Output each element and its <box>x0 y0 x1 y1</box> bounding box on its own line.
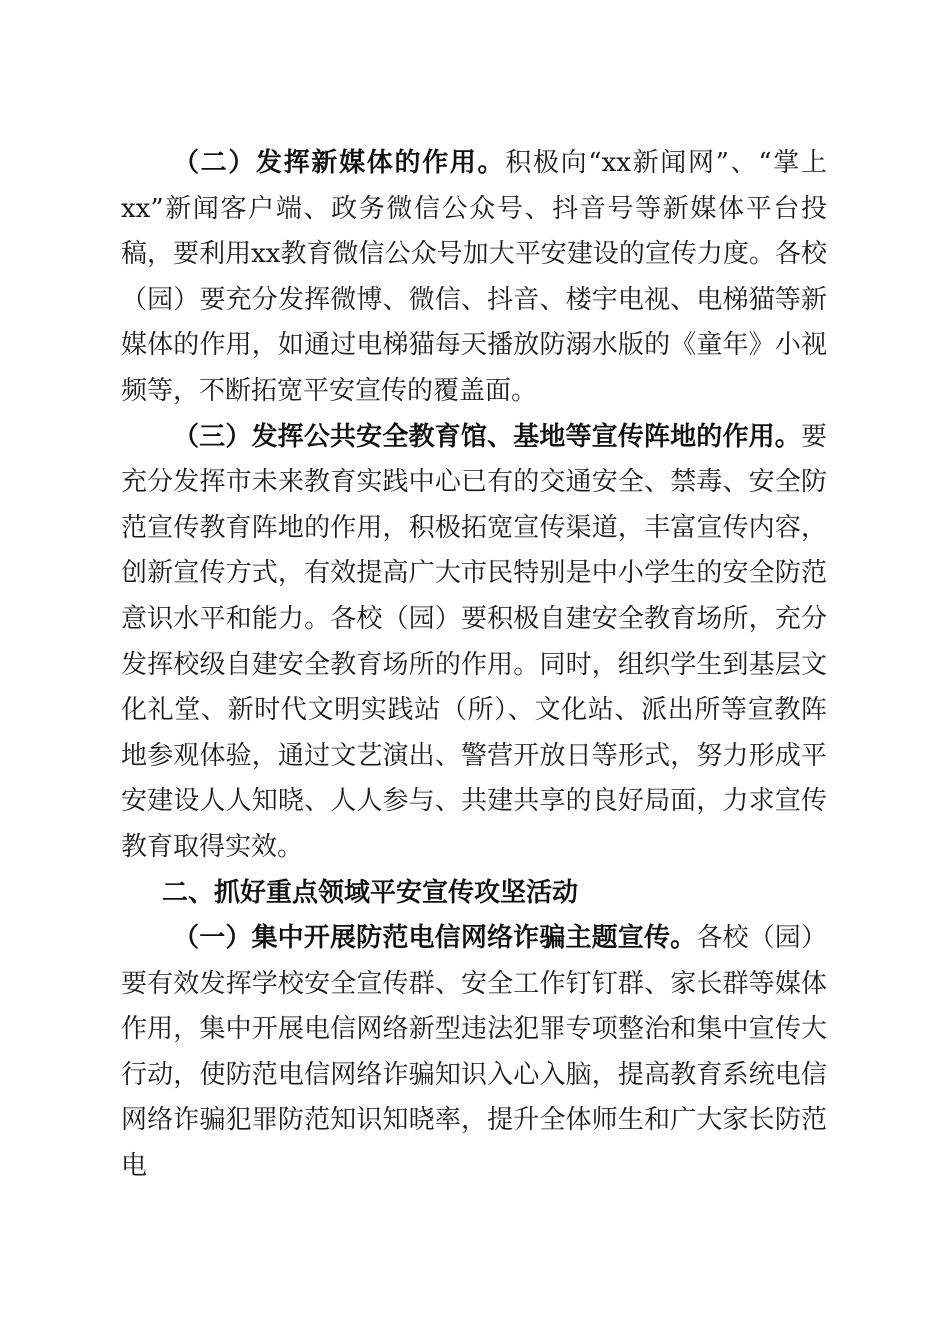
paragraph-text: 各校（园）要有效发挥学校安全宣传群、安全工作钉钉群、家长群等媒体作用，集中开展电信网络新型违法犯罪专项整治和集中宣传大行动，使防范电信网络诈骗知识入心入脑，提高教育系统电信网络诈骗犯罪防范知识知晓率，提升全体师生和广大家长防范电 <box>121 923 827 1182</box>
paragraph-text: 积极向“xx新闻网”、“掌上xx”新闻客户端、政务微信公众号、抖音号等新媒体平台投稿，要利用xx教育微信公众号加大平安建设的宣传力度。各校（园）要充分发挥微博、微信、抖音、楼宇电视、电梯猫等新媒体的作用，如通过电梯猫每天播放防溺水版的《童年》小视频等，不断拓宽平安宣传的覆盖面。 <box>121 148 827 406</box>
paragraph-new-media <box>121 141 827 415</box>
paragraph-education-base <box>121 415 827 871</box>
paragraph-lead: （二）发挥新媒体的作用。 <box>173 148 506 178</box>
paragraph-telecom-fraud <box>121 916 827 1190</box>
document-body <box>121 141 827 1190</box>
section-heading: 二、抓好重点领域平安宣传攻坚活动 <box>162 877 579 908</box>
paragraph-lead: （一）集中开展防范电信网络诈骗主题宣传。 <box>173 923 697 954</box>
paragraph-text: 要充分发挥市未来教育实践中心已有的交通安全、禁毒、安全防范宣传教育阵地的作用，积极拓宽宣传渠道，丰富宣传内容，创新宣传方式，有效提高广大市民特别是中小学生的安全防范意识水平和能力。各校（园）要积极自建安全教育场所，充分发挥校级自建安全教育场所的作用。同时，组织学生到基层文化礼堂、新时代文明实践站（所）、文化站、派出所等宣教阵地参观体验，通过文艺演出、警营开放日等形式，努力形成平安建设人人知晓、人人参与、共建共享的良好局面，力求宣传教育取得实效。 <box>121 421 827 862</box>
paragraph-lead: （三）发挥公共安全教育馆、基地等宣传阵地的作用。 <box>173 421 801 452</box>
